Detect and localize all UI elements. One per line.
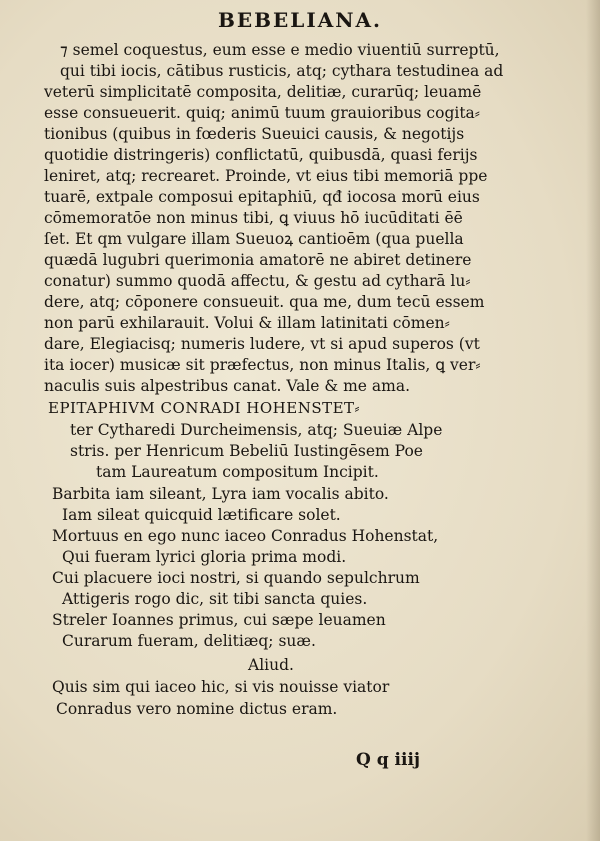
aliud-heading: Aliud.	[248, 656, 294, 674]
poem-line: Cui placuere ioci nostri, si quando sepulchrum	[52, 569, 420, 587]
prose-line: ſet. Et qm vulgare illam Sueuoꝝ cantioēm (qua puella	[44, 230, 464, 248]
prose-line: quædā lugubri querimonia amatorē ne abiret detinere	[44, 251, 472, 269]
prose-line: ita iocer) musicæ sit præfectus, non minus Italis, ꝗ ver⸗	[44, 356, 481, 374]
prose-line: esse consueuerit. quiq; animū tuum grauioribus cogita⸗	[44, 104, 480, 122]
prose-line: conatur) summo quodā affectu, & gestu ad cytharā lu⸗	[44, 272, 471, 290]
aliud-line: Quis sim qui iaceo hic, si vis nouisse viator	[52, 678, 390, 696]
poem-line: Barbita iam sileant, Lyra iam vocalis abito.	[52, 485, 389, 503]
prose-line: non parū exhilarauit. Volui & illam latinitati cōmen⸗	[44, 314, 450, 332]
prose-line: ⁊ semel coquestus, eum esse e medio viuentiū surreptū,	[60, 41, 500, 59]
prose-line: tionibus (quibus in fœderis Sueuici causis, & negotijs	[44, 125, 465, 143]
running-header: BEBELIANA.	[218, 8, 382, 32]
epitaph-title-line: ter Cytharedi Durcheimensis, atq; Sueuiæ Alpe	[70, 421, 443, 439]
aliud-line: Conradus vero nomine dictus eram.	[56, 700, 338, 718]
epitaph-title-line: EPITAPHIVM CONRADI HOHENSTET⸗	[48, 399, 361, 417]
poem-line: Iam sileat quicquid lætificare solet.	[62, 506, 341, 524]
prose-line: naculis suis alpestribus canat. Vale & me ama.	[44, 377, 411, 395]
prose-line: dare, Elegiacisq; numeris ludere, vt si apud superos (vt	[44, 335, 480, 353]
prose-line: qui tibi iocis, cātibus rusticis, atq; cythara testudinea ad	[60, 62, 504, 80]
poem-line: Streler Ioannes primus, cui sæpe leuamen	[52, 611, 386, 629]
epitaph-title-line: tam Laureatum compositum Incipit.	[96, 463, 379, 481]
prose-line: veterū simplicitatē composita, delitiæ, curarūq; leuamē	[44, 83, 482, 101]
poem-line: Attigeris rogo dic, sit tibi sancta quies.	[62, 590, 368, 608]
prose-line: leniret, atq; recrearet. Proinde, vt eius tibi memoriā ppe	[44, 167, 488, 185]
epitaph-title-line: stris. per Henricum Bebeliū Iustingēsem Poe	[70, 442, 423, 460]
prose-line: dere, atq; cōponere consueuit. qua me, dum tecū essem	[44, 293, 485, 311]
poem-line: Curarum fueram, delitiæq; suæ.	[62, 632, 316, 650]
page-edge-shadow	[586, 0, 600, 841]
poem-line: Mortuus en ego nunc iaceo Conradus Hohenstat,	[52, 527, 439, 545]
poem-line: Qui fueram lyrici gloria prima modi.	[62, 548, 347, 566]
prose-line: quotidie distringeris) conflictatū, quibusdā, quasi ferijs	[44, 146, 478, 164]
prose-line: cōmemoratōe non minus tibi, ꝗ viuus hō iucūditati ēē	[44, 209, 463, 227]
prose-line: tuarē, extpale composui epitaphiū, qđ iocosa morū eius	[44, 188, 480, 206]
signature-mark: Q q iiij	[356, 750, 421, 770]
